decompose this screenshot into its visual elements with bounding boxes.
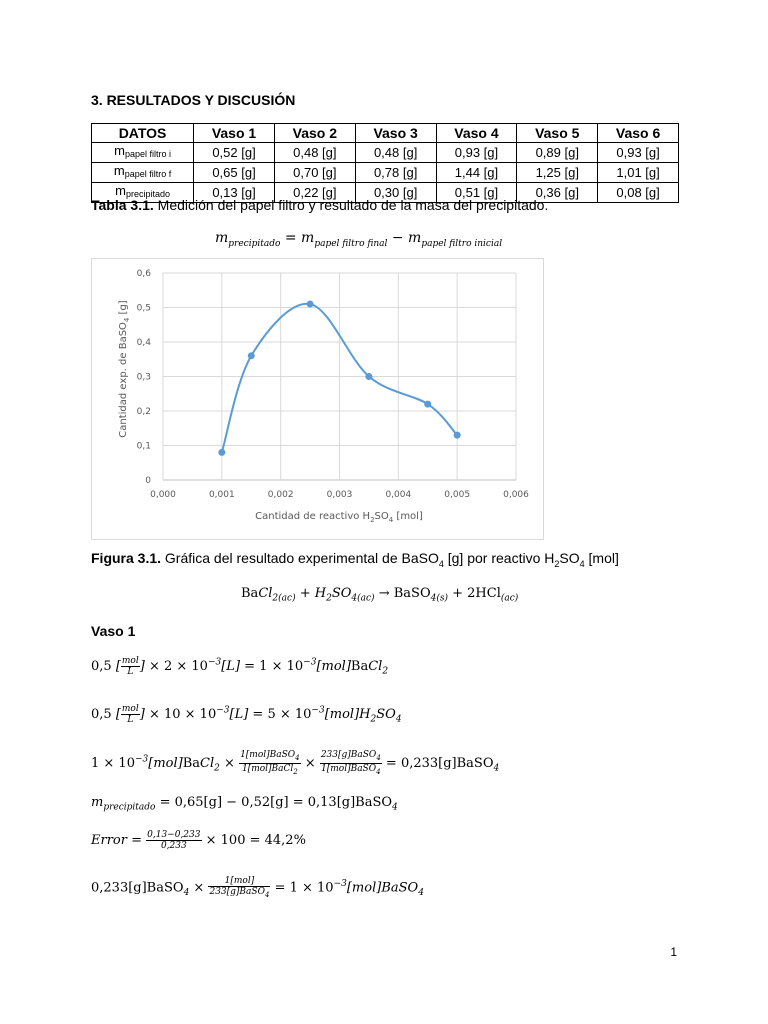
data-point (424, 401, 431, 408)
data-table (91, 123, 679, 203)
y-tick-label: 0,6 (136, 269, 151, 279)
vaso-heading: Vaso 1 (91, 623, 136, 639)
header-cell: Vaso 5 (517, 124, 598, 143)
equation-5: Error = $\frac{0,13-0,233}{0,233}$ × 100 = 44,2% (91, 830, 306, 851)
y-tick-label: 0,5 (136, 303, 151, 314)
table-cell: 0,65 [g] (194, 163, 275, 183)
table-cell: 0,08 [g] (598, 183, 679, 203)
row-label: $m_{precipitado}$ (92, 183, 194, 203)
chart-container (91, 258, 544, 540)
table-cell: 0,89 [g] (517, 143, 598, 163)
table-cell: 0,48 [g] (274, 143, 355, 163)
header-cell: Vaso 6 (598, 124, 679, 143)
table-row (92, 143, 679, 163)
data-point (218, 449, 225, 456)
scatter-chart (92, 259, 543, 539)
row-label: $m_{papel filtro i}$ (92, 143, 194, 163)
x-tick-label: 0,001 (208, 490, 235, 500)
header-cell: DATOS (92, 124, 194, 143)
y-tick-label: 0 (145, 476, 151, 486)
y-tick-label: 0,1 (136, 441, 151, 452)
x-tick-label: 0,004 (385, 490, 412, 500)
data-point (454, 432, 461, 439)
y-tick-label: 0,2 (136, 407, 151, 417)
equation-2: 0,5 [ $\frac{\text{mol}}{L}$ ] × $10 \times 10^{-3}[L] = 5 \times 10^{-3}[mol]H_2SO_4$ (91, 704, 402, 725)
mass-formula: $m_{precipitado} = m_{papel filtro final} - m_{papel filtro inicial}$ (215, 230, 503, 249)
x-axis-ticks (150, 490, 529, 500)
table-cell: 0,78 [g] (355, 163, 436, 183)
table-cell: 0,52 [g] (194, 143, 275, 163)
header-cell: Vaso 1 (194, 124, 275, 143)
header-cell: Vaso 4 (436, 124, 517, 143)
reaction-equation: BaCl$_{2(ac)}$ + $H_2SO_{4(ac)}$ → BaSO$_{4(s)}$ + 2HCl$_{(ac)}$ (241, 586, 519, 604)
x-tick-label: 0,002 (267, 490, 294, 500)
table-cell: 0,30 [g] (355, 183, 436, 203)
x-axis-label: Cantidad de reactivo $H_2SO_4$ [mol] (255, 511, 423, 524)
y-axis-ticks (137, 269, 152, 486)
header-cell: Vaso 3 (355, 124, 436, 143)
table-cell: 0,93 [g] (436, 143, 517, 163)
table-cell: 1,44 [g] (436, 163, 517, 183)
table-header-row (92, 124, 679, 143)
y-tick-label: 0,4 (136, 338, 151, 348)
table-cell: 0,36 [g] (517, 183, 598, 203)
table-cell: 0,51 [g] (436, 183, 517, 203)
equation-6: 0,233[g]BaSO$_4$ × $\frac{\text{1[mol]}}{233[g]BaSO_4}$ = $1 \times 10^{-3}[mol]BaSO_4$ (91, 876, 424, 899)
figure-caption: Figura 3.1. Gráfica del resultado experimental de BaSO$_4$ [g] por reactivo $H_2SO_4$ [mol] (91, 550, 619, 569)
table-cell: 0,48 [g] (355, 143, 436, 163)
equation-3: $1 \times 10^{-3}[mol]BaCl_2$ × $\frac{1[mol]BaSO_4}{1[mol]BaCl_2}$ × $\frac{233[g]BaSO_4}{1[mol]BaSO_4}$ = 0,233[g]BaSO$_4$ (91, 750, 500, 776)
row-label: $m_{papel filtro f}$ (92, 163, 194, 183)
x-tick-label: 0,003 (326, 490, 353, 500)
data-point (365, 373, 372, 380)
section-title: 3. RESULTADOS Y DISCUSIÓN (91, 92, 296, 108)
data-point (248, 352, 255, 359)
equation-1: 0,5 [ $\frac{\text{mol}}{L}$ ] × $2 \times 10^{-3}[L] = 1$ × $10^{-3}[mol]BaCl_2$ (91, 656, 389, 677)
chart-grid (163, 273, 516, 480)
table-cell: 0,22 [g] (274, 183, 355, 203)
y-tick-label: 0,3 (136, 372, 151, 383)
data-point (307, 301, 314, 308)
table-row (92, 163, 679, 183)
table-caption: Tabla 3.1. Medición del papel filtro y resultado de la masa del precipitado. (91, 197, 549, 213)
table-cell: 0,13 [g] (194, 183, 275, 203)
table-cell: 1,01 [g] (598, 163, 679, 183)
table-cell: 1,25 [g] (517, 163, 598, 183)
page-number: 1 (670, 945, 677, 959)
table-cell: 0,70 [g] (274, 163, 355, 183)
table-cell: 0,93 [g] (598, 143, 679, 163)
y-axis-label: Cantidad exp. de BaSO$_4$ [g] (118, 300, 131, 438)
x-tick-label: 0,006 (503, 490, 529, 500)
header-cell: Vaso 2 (274, 124, 355, 143)
x-tick-label: 0,000 (150, 490, 176, 500)
x-tick-label: 0,005 (444, 490, 471, 500)
equation-4: $m_{precipitado} = 0,65[g] - 0,52[g]$ = 0,13[g]BaSO$_4$ (91, 795, 398, 813)
